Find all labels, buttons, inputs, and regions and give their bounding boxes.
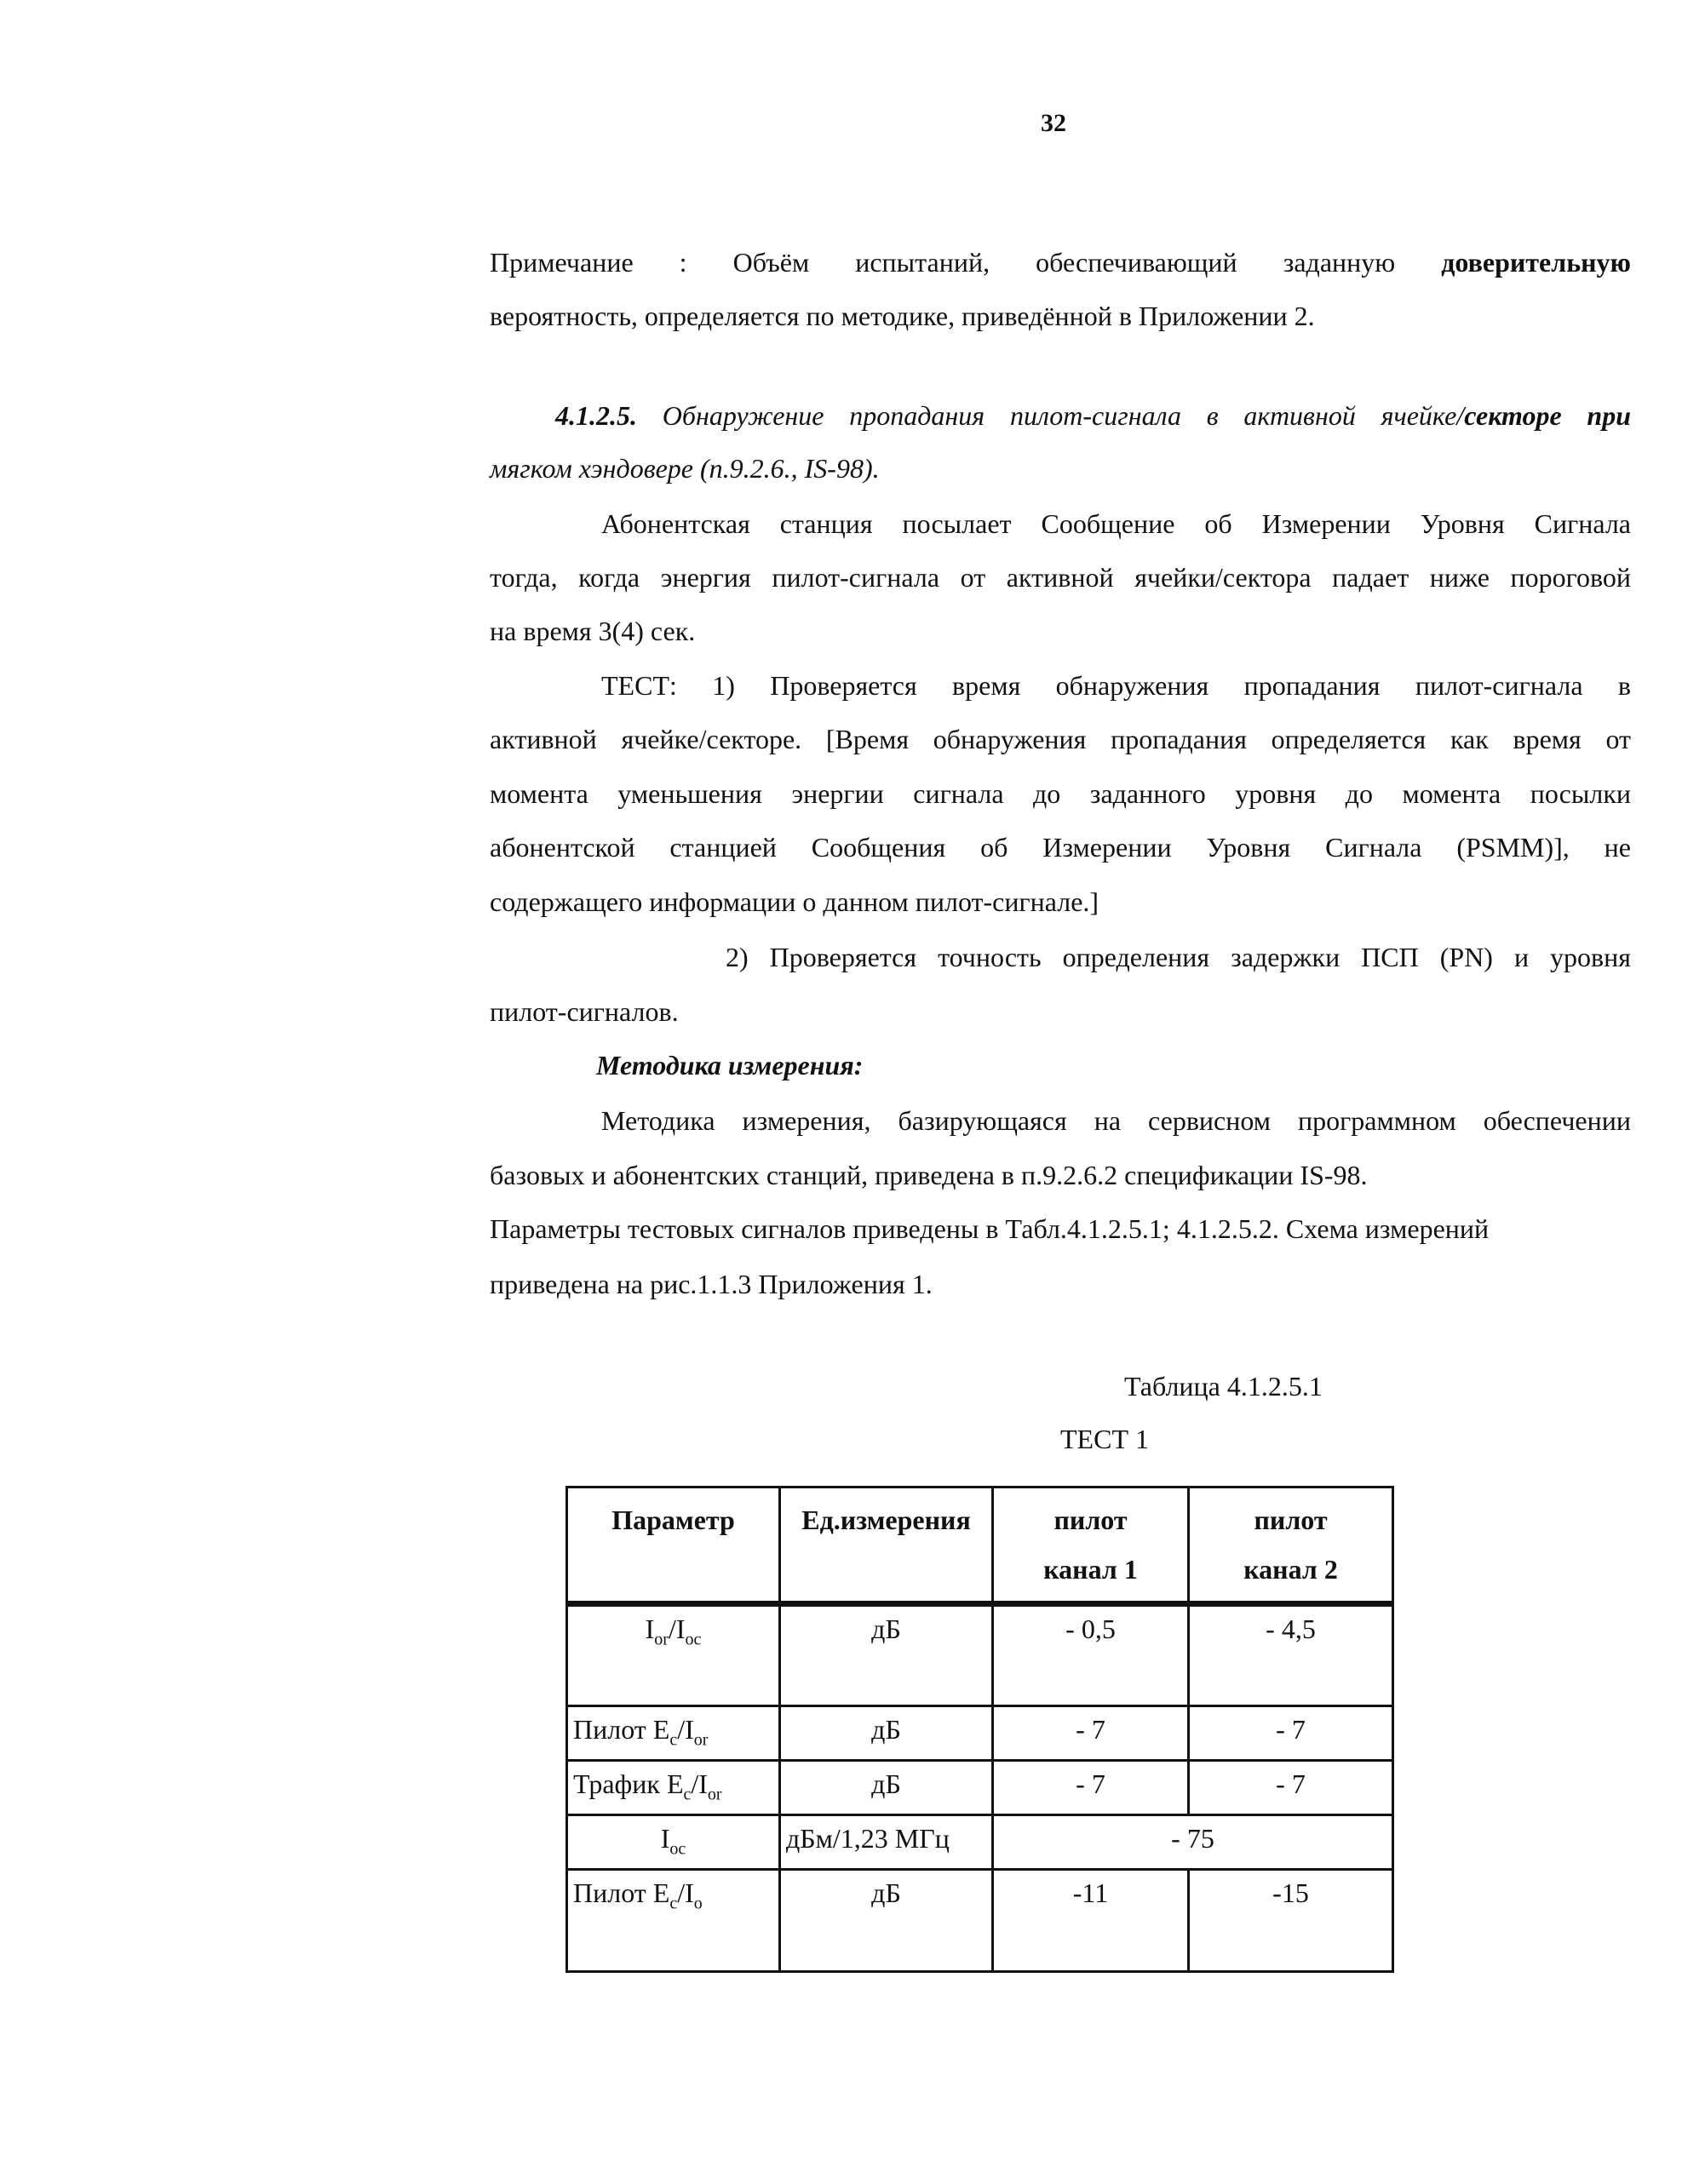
test-line-4: абонентской станцией Сообщения об Измерении Уровня Сигнала (PSMM)], не (490, 832, 1631, 863)
note-line-1 (490, 247, 1631, 278)
unit-cell: дБ (780, 1870, 993, 1972)
table-row (567, 1815, 1393, 1870)
test-line-2: активной ячейке/секторе. [Время обнаружения пропадания определяется как время от (490, 724, 1631, 754)
value-cell: - 7 (993, 1706, 1189, 1761)
param-cell: Пилот $E_c/I_o$ (567, 1870, 780, 1972)
table-caption: Таблица 4.1.2.5.1 (1124, 1371, 1323, 1402)
test-line-7: пилот-сигналов. (490, 996, 679, 1027)
method-line-3: Параметры тестовых сигналов приведены в Табл.4.1.2.5.1; 4.1.2.5.2. Схема измерений (490, 1213, 1490, 1244)
para1-line-2: тогда, когда энергия пилот-сигнала от активной ячейки/сектора падает ниже пороговой (490, 562, 1631, 593)
test-line-1: ТЕСТ: 1) Проверяется время обнаружения пропадания пилот-сигнала в (601, 670, 1631, 701)
header-cell: пилот канал 2 (1189, 1488, 1393, 1604)
param-cell: Трафик $E_c/I_{or}$ (567, 1761, 780, 1815)
note-label: Примечание (490, 247, 634, 278)
para1-line-1: Абонентская станция посылает Сообщение об Измерении Уровня Сигнала (601, 508, 1631, 539)
note-bold-word: доверительную (1441, 247, 1631, 278)
page-number: 32 (1041, 109, 1066, 137)
param-cell: Пилот $E_c/I_{or}$ (567, 1706, 780, 1761)
value-cell-merged: - 75 (993, 1815, 1393, 1870)
value-cell: -11 (993, 1870, 1189, 1972)
parameters-table (565, 1486, 1394, 1973)
section-heading-line-2: мягком хэндовере (п.9.2.6., IS-98). (490, 453, 880, 484)
note-word: обеспечивающий (1036, 247, 1237, 278)
note-word: Объём (732, 247, 810, 278)
param-cell: $I_{oc}$ (567, 1815, 780, 1870)
note-separator: : (679, 247, 687, 278)
section-title-bold: секторе при (1464, 400, 1632, 431)
table-row (567, 1604, 1393, 1706)
section-number: 4.1.2.5. (555, 400, 637, 431)
note-line-2: вероятность, определяется по методике, приведённой в Приложении 2. (490, 301, 1315, 331)
note-word: испытаний, (855, 247, 990, 278)
unit-cell: дБм/1,23 МГц (780, 1815, 993, 1870)
header-cell: Параметр (567, 1488, 780, 1604)
table-header-row (567, 1488, 1393, 1604)
header-cell: пилот канал 1 (993, 1488, 1189, 1604)
param-cell: $I_{or}/I_{oc}$ (567, 1604, 780, 1706)
unit-cell: дБ (780, 1604, 993, 1706)
table-row (567, 1870, 1393, 1972)
value-cell: -15 (1189, 1870, 1393, 1972)
value-cell: - 0,5 (993, 1604, 1189, 1706)
method-line-2: базовых и абонентских станций, приведена в п.9.2.6.2 спецификации IS-98. (490, 1160, 1368, 1190)
section-heading (555, 400, 1631, 432)
method-line-1: Методика измерения, базирующаяся на сервисном программном обеспечении (601, 1105, 1631, 1136)
test-line-3: момента уменьшения энергии сигнала до заданного уровня до момента посылки (490, 778, 1631, 809)
value-cell: - 7 (1189, 1706, 1393, 1761)
value-cell: - 4,5 (1189, 1604, 1393, 1706)
table-subcaption: ТЕСТ 1 (1060, 1424, 1149, 1454)
para1-line-3: на время 3(4) сек. (490, 616, 696, 646)
method-line-4: приведена на рис.1.1.3 Приложения 1. (490, 1269, 933, 1299)
method-heading: Методика измерения: (596, 1050, 864, 1081)
header-cell: Ед.измерения (780, 1488, 993, 1604)
section-title-part: Обнаружение пропадания пилот-сигнала в активной ячейке/ (662, 400, 1465, 431)
table-row (567, 1706, 1393, 1761)
unit-cell: дБ (780, 1706, 993, 1761)
value-cell: - 7 (993, 1761, 1189, 1815)
table-row (567, 1761, 1393, 1815)
value-cell: - 7 (1189, 1761, 1393, 1815)
unit-cell: дБ (780, 1761, 993, 1815)
test-line-6: 2) Проверяется точность определения задержки ПСП (PN) и уровня (726, 942, 1631, 972)
test-line-5: содержащего информации о данном пилот-сигнале.] (490, 886, 1099, 917)
note-word: заданную (1283, 247, 1396, 278)
